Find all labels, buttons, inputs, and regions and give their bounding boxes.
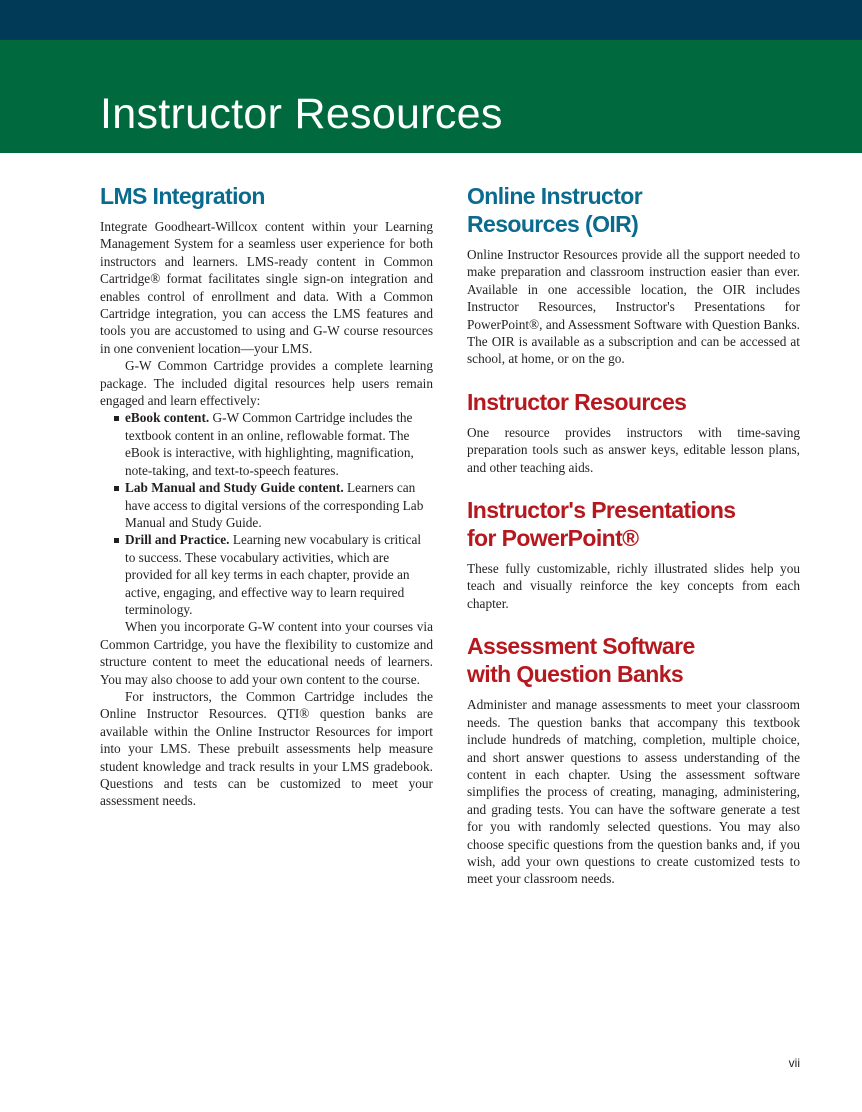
right-column — [467, 182, 800, 888]
bullet-title: Lab Manual and Study Guide content. — [125, 480, 344, 496]
bullet-icon — [114, 538, 119, 543]
instructor-resources-text: One resource provides instructors with time-saving preparation tools such as answer keys, editable lesson plans, and other teaching aids. — [467, 424, 800, 475]
bullet-text: G-W Common Cartridge includes the textbook content in an online, reflowable format. The eBook is interactive, with highlighting, magnification, note-taking, and text-to-speech features. — [125, 410, 414, 478]
lms-paragraph-3: When you incorporate G-W content into your courses via Common Cartridge, you have the flexibility to customize and structure content to meet the educational needs of learners. You may also choose to add your own content to the course. — [100, 619, 433, 687]
features-list — [100, 409, 433, 618]
list-item — [125, 531, 433, 618]
bullet-text: Learners can have access to digital versions of the corresponding Lab Manual and Study Guide. — [125, 480, 424, 530]
assessment-heading: Assessment Software with Question Banks — [467, 633, 695, 688]
left-column — [100, 182, 433, 810]
bullet-text: Learning new vocabulary is critical to success. These vocabulary activities, which are provided for all key terms in each chapter, provide an active, engaging, and effective way to learn required terminology. — [125, 532, 422, 617]
bullet-icon — [114, 486, 119, 491]
title-band — [0, 40, 862, 153]
presentations-text: These fully customizable, richly illustrated slides help you teach and visually reinforce the key concepts from each chapter. — [467, 561, 800, 611]
lms-heading: LMS Integration — [100, 183, 265, 209]
list-item — [125, 479, 433, 531]
lms-paragraph-1: Integrate Goodheart-Willcox content within your Learning Management System for a seamless user experience for both instructors and learners. LMS-ready content in Common Cartridge® format facilitates single sign-on integration and enables control of enrollment and data. With a Common Cartridge integration, you can access the LMS features and tools you are accustomed to using and G-W course resources in one convenient location—your LMS. — [100, 219, 433, 356]
assessment-text: Administer and manage assessments to meet your classroom needs. The question banks that accompany this textbook include hundreds of matching, completion, multiple choice, and short answer questions to assess understanding of the content in each chapter. Using the assessment software simplifies the process of creating, managing, administering, and grading tests. You can have the software generate a test for you with randomly selected questions. You may also choose specific questions from the question banks and, if you wish, add your own questions to create customized tests to meet your classroom needs. — [467, 697, 800, 887]
bullet-title: eBook content. — [125, 410, 210, 426]
page-number: vii — [788, 1056, 800, 1070]
list-item — [125, 409, 433, 479]
top-bar — [0, 0, 862, 40]
lms-paragraph-4: For instructors, the Common Cartridge includes the Online Instructor Resources. QTI® question banks are available within the Online Instructor Resources for import into your LMS. These prebuilt assessments help measure student knowledge and track results in your LMS gradebook. Questions and tests can be customized to meet your assessment needs. — [100, 688, 433, 809]
lms-paragraph-2: G-W Common Cartridge provides a complete learning package. The included digital resources help users remain engaged and learn effectively: — [100, 358, 433, 409]
instructor-resources-heading: Instructor Resources — [467, 388, 687, 415]
bullet-icon — [114, 416, 119, 421]
bullet-title: Drill and Practice. — [125, 532, 230, 548]
oir-heading: Online Instructor Resources (OIR) — [467, 183, 643, 237]
presentations-heading: Instructor's Presentations for PowerPoint® — [467, 497, 736, 552]
oir-text: Online Instructor Resources provide all the support needed to make preparation and classroom instruction easier than ever. Available in one accessible location, the OIR includes Instructor Resources, Instructor's Presentations for PowerPoint®, and Assessment Software with Question Banks. The OIR is available as a subscription and can be accessed at school, at home, or on the go. — [467, 247, 800, 367]
page-title: Instructor Resources — [100, 90, 503, 138]
